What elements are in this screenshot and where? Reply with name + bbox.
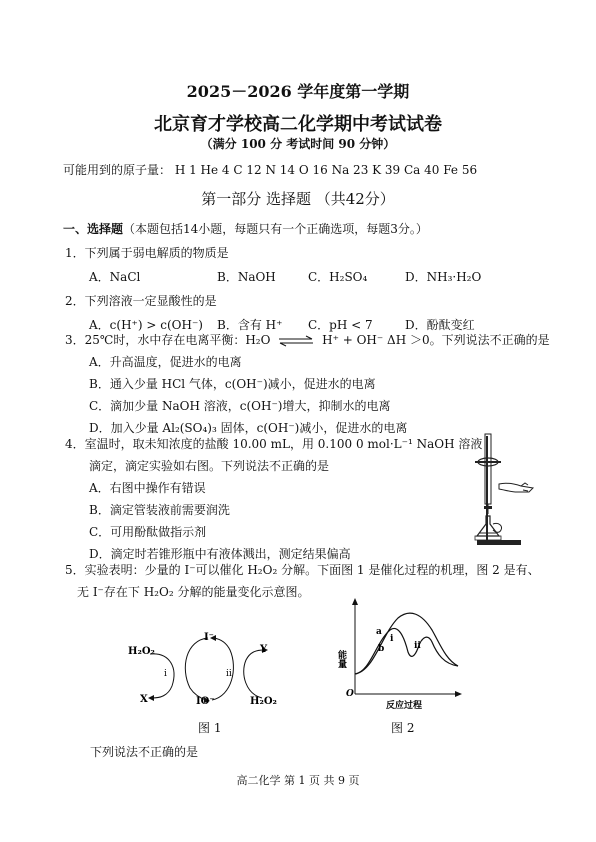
fig2-peak-ii: ii bbox=[414, 641, 421, 651]
fig2-ylabel: 能量 bbox=[336, 650, 346, 668]
q4-stem-line2: 滴定，滴定实验如右图。下列说法不正确的是 bbox=[89, 459, 330, 473]
q4-stem-line1: 4．室温时，取未知浓度的盐酸 10.00 mL，用 0.100 0 mol·L⁻¹ NaOH 溶液 bbox=[65, 437, 483, 451]
q2-option-d: D．酚酞变红 bbox=[405, 318, 475, 332]
fig2-peak-i: i bbox=[390, 634, 394, 644]
atomic-masses: 可能用到的原子量： H 1 He 4 C 12 N 14 O 16 Na 23 K 39 Ca 40 Fe 56 bbox=[63, 163, 478, 177]
figure2-caption: 图 2 bbox=[391, 721, 415, 735]
q4-option-c: C．可用酚酞做指示剂 bbox=[89, 525, 207, 539]
q2-option-a: A．c(H⁺) > c(OH⁻) bbox=[89, 318, 203, 332]
q3-stem-pre: 3．25℃时，水中存在电离平衡：H₂O bbox=[65, 333, 271, 347]
section-label: 一、选择题 bbox=[63, 222, 124, 236]
exam-title: 北京育才学校高二化学期中考试试卷 bbox=[154, 114, 442, 135]
q5-question-tail: 下列说法不正确的是 bbox=[90, 745, 199, 759]
fig1-h2o2-right: H₂O₂ bbox=[250, 696, 277, 707]
fig1-step-ii: ii bbox=[226, 669, 232, 679]
fig1-hypoiodite: IO⁻ bbox=[196, 696, 215, 707]
exam-year: 2025－2026 学年度第一学期 bbox=[186, 82, 410, 101]
fig1-x: X bbox=[140, 694, 148, 705]
q1-option-a: A．NaCl bbox=[89, 270, 141, 284]
fig2-xlabel: 反应过程 bbox=[386, 701, 423, 711]
q2-stem: 2．下列溶液一定显酸性的是 bbox=[65, 294, 217, 308]
part1-title: 第一部分 选择题 （共42分） bbox=[201, 190, 395, 208]
q3-stem-post: H⁺ + OH⁻ ΔH ＞0。下列说法不正确的是 bbox=[322, 333, 550, 347]
section-instruction bbox=[63, 222, 428, 237]
q5-stem-line2: 无 I⁻存在下 H₂O₂ 分解的能量变化示意图。 bbox=[77, 585, 310, 599]
q3-option-a: A．升高温度，促进水的电离 bbox=[89, 355, 242, 369]
section-rule: （本题包括14小题，每题只有一个正确选项，每题3分。） bbox=[123, 222, 428, 236]
q1-option-c: C．H₂SO₄ bbox=[308, 270, 368, 284]
figure1-caption: 图 1 bbox=[198, 721, 222, 735]
q1-option-d: D．NH₃·H₂O bbox=[405, 270, 482, 284]
q2-option-c: C．pH < 7 bbox=[308, 318, 373, 332]
fig2-origin: O bbox=[346, 689, 354, 699]
q3-option-b: B．通入少量 HCl 气体，c(OH⁻)减小，促进水的电离 bbox=[89, 377, 376, 391]
exam-subtitle: （满分 100 分 考试时间 90 分钟） bbox=[200, 137, 396, 151]
q1-option-b: B．NaOH bbox=[217, 270, 276, 284]
q4-option-d: D．滴定时若锥形瓶中有液体溅出，测定结果偏高 bbox=[89, 547, 351, 561]
equilibrium-arrow-icon bbox=[277, 335, 315, 347]
fig1-y: Y bbox=[260, 644, 268, 655]
q5-stem-line1: 5．实验表明：少量的 I⁻可以催化 H₂O₂ 分解。下面图 1 是催化过程的机理，图 2 是有、 bbox=[65, 563, 540, 577]
figure2-energy-diagram bbox=[338, 596, 462, 714]
q4-option-b: B．滴定管装液前需要润洗 bbox=[89, 503, 230, 517]
q1-stem: 1．下列属于弱电解质的物质是 bbox=[65, 246, 229, 260]
q4-option-a: A．右图中操作有错误 bbox=[89, 481, 206, 495]
q3-stem bbox=[65, 333, 550, 348]
page-footer: 高二化学 第 1 页 共 9 页 bbox=[236, 774, 360, 787]
fig2-curve-b: b bbox=[378, 644, 385, 654]
titration-apparatus-illustration bbox=[455, 432, 537, 550]
fig1-h2o2-left: H₂O₂ bbox=[128, 646, 155, 657]
q3-option-c: C．滴加少量 NaOH 溶液，c(OH⁻)增大，抑制水的电离 bbox=[89, 399, 391, 413]
figure1-catalytic-cycle bbox=[120, 630, 290, 710]
q3-option-d: D．加入少量 Al₂(SO₄)₃ 固体，c(OH⁻)减小，促进水的电离 bbox=[89, 421, 408, 435]
fig2-curve-a: a bbox=[376, 627, 382, 637]
fig1-step-i: i bbox=[164, 669, 167, 679]
q2-option-b: B．含有 H⁺ bbox=[217, 318, 283, 332]
fig1-iodide: I⁻ bbox=[204, 632, 214, 643]
